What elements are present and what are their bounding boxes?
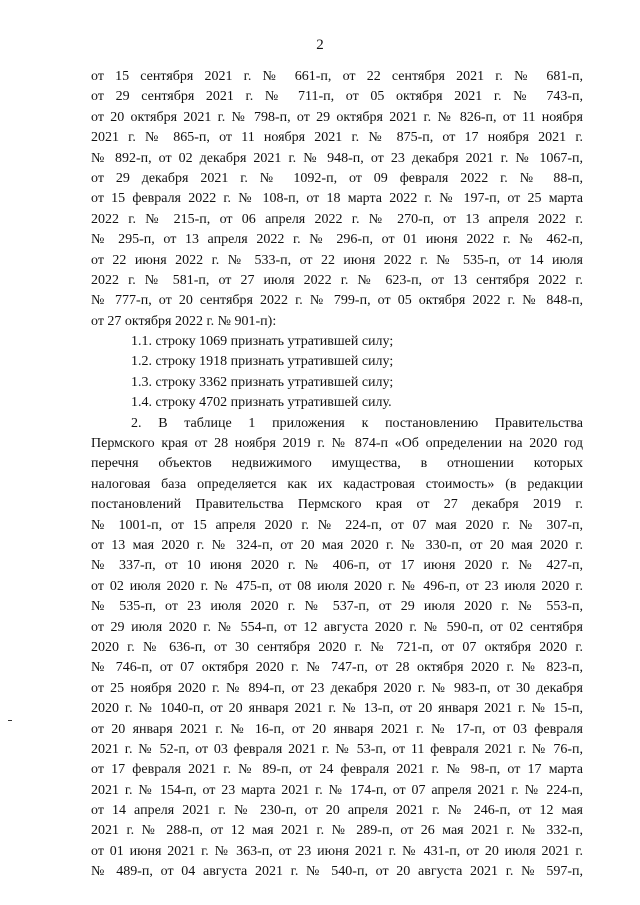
text-line: 2022 г. № 581-п, от 27 июля 2022 г. № 623-п, от 13 сентября 2022 г.	[91, 272, 583, 288]
text-line: № 489-п, от 04 августа 2021 г. № 540-п, от 20 августа 2021 г. № 597-п,	[91, 864, 583, 880]
page-number: 2	[316, 37, 324, 53]
text-line: от 02 июля 2020 г. № 475-п, от 08 июля 2020 г. № 496-п, от 23 июля 2020 г.	[91, 578, 583, 594]
text-line: 2021 г. № 52-п, от 03 февраля 2021 г. № 53-п, от 11 февраля 2021 г. № 76-п,	[91, 741, 583, 757]
text-line: № 777-п, от 20 сентября 2022 г. № 799-п, от 05 октября 2022 г. № 848-п,	[91, 293, 583, 309]
list-item: 1.2. строку 1918 признать утратившей силу;	[131, 354, 394, 370]
text-line: 2021 г. № 288-п, от 12 мая 2021 г. № 289-п, от 26 мая 2021 г. № 332-п,	[91, 823, 583, 839]
text-line: от 25 ноября 2020 г. № 894-п, от 23 декабря 2020 г. № 983-п, от 30 декабря	[91, 680, 583, 696]
list-item: 1.3. строку 3362 признать утратившей силу;	[131, 374, 394, 390]
text-line: № 535-п, от 23 июля 2020 г. № 537-п, от 29 июля 2020 г. № 553-п,	[91, 599, 583, 615]
text-line: от 01 июня 2021 г. № 363-п, от 23 июня 2021 г. № 431-п, от 20 июля 2021 г.	[91, 843, 583, 859]
text-line: от 29 июля 2020 г. № 554-п, от 12 августа 2020 г. № 590-п, от 02 сентября	[91, 619, 583, 635]
text-line: 2021 г. № 154-п, от 23 марта 2021 г. № 174-п, от 07 апреля 2021 г. № 224-п,	[91, 782, 583, 798]
text-line: № 892-п, от 02 декабря 2021 г. № 948-п, от 23 декабря 2021 г. № 1067-п,	[91, 150, 583, 166]
text-line: от 13 мая 2020 г. № 324-п, от 20 мая 2020 г. № 330-п, от 20 мая 2020 г.	[91, 537, 583, 553]
text-line: от 14 апреля 2021 г. № 230-п, от 20 апреля 2021 г. № 246-п, от 12 мая	[91, 803, 583, 819]
text-line: постановлений Правительства Пермского края от 27 декабря 2019 г.	[91, 497, 583, 513]
text-line: от 17 февраля 2021 г. № 89-п, от 24 февраля 2021 г. № 98-п, от 17 марта	[91, 762, 583, 778]
text-line: Пермского края от 28 ноября 2019 г. № 874-п «Об определении на 2020 год	[91, 436, 583, 452]
margin-mark	[8, 720, 12, 721]
text-line: 2020 г. № 636-п, от 30 сентября 2020 г. № 721-п, от 07 октября 2020 г.	[91, 639, 583, 655]
text-line: 2022 г. № 215-п, от 06 апреля 2022 г. № 270-п, от 13 апреля 2022 г.	[91, 211, 583, 227]
text-line: от 15 сентября 2021 г. № 661-п, от 22 сентября 2021 г. № 681-п,	[91, 69, 583, 84]
list-item: 1.1. строку 1069 признать утратившей силу;	[131, 334, 394, 350]
text-line: налоговая база определяется как их кадастровая стоимость» (в редакции	[91, 476, 583, 492]
text-line: № 337-п, от 10 июня 2020 г. № 406-п, от 17 июня 2020 г. № 427-п,	[91, 558, 583, 574]
text-line: от 15 февраля 2022 г. № 108-п, от 18 марта 2022 г. № 197-п, от 25 марта	[91, 191, 583, 207]
document-body	[91, 67, 583, 883]
text-line: № 1001-п, от 15 апреля 2020 г. № 224-п, от 07 мая 2020 г. № 307-п,	[91, 517, 583, 533]
text-line: от 27 октября 2022 г. № 901-п):	[91, 313, 277, 329]
text-line: от 20 октября 2021 г. № 798-п, от 29 октября 2021 г. № 826-п, от 11 ноября	[91, 109, 583, 125]
text-line: 2020 г. № 1040-п, от 20 января 2021 г. № 13-п, от 20 января 2021 г. № 15-п,	[91, 701, 583, 717]
list-item: 1.4. строку 4702 признать утратившей силу.	[131, 395, 392, 411]
text-line: от 20 января 2021 г. № 16-п, от 20 января 2021 г. № 17-п, от 03 февраля	[91, 721, 583, 737]
text-line: № 295-п, от 13 апреля 2022 г. № 296-п, от 01 июня 2022 г. № 462-п,	[91, 232, 583, 248]
text-line: перечня объектов недвижимого имущества, в отношении которых	[91, 456, 583, 472]
text-line: 2021 г. № 865-п, от 11 ноября 2021 г. № 875-п, от 17 ноября 2021 г.	[91, 130, 583, 146]
text-line: от 29 декабря 2021 г. № 1092-п, от 09 февраля 2022 г. № 88-п,	[91, 170, 583, 186]
text-line: от 22 июня 2022 г. № 533-п, от 22 июня 2022 г. № 535-п, от 14 июля	[91, 252, 583, 268]
text-line: от 29 сентября 2021 г. № 711-п, от 05 октября 2021 г. № 743-п,	[91, 89, 583, 105]
paragraph-start: 2. В таблице 1 приложения к постановлению Правительства	[131, 415, 583, 431]
text-line: № 746-п, от 07 октября 2020 г. № 747-п, от 28 октября 2020 г. № 823-п,	[91, 660, 583, 676]
